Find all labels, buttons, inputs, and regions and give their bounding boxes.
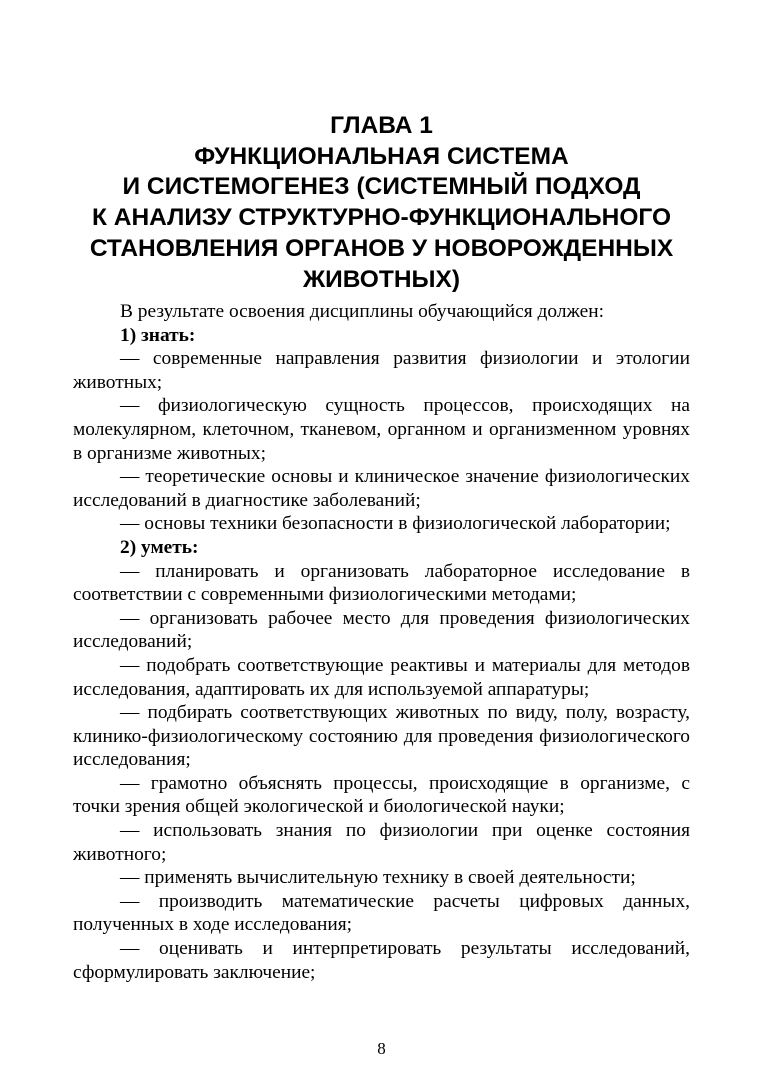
list-item: — современные направления развития физиологии и этологии животных;: [73, 348, 690, 393]
chapter-title-line: К АНАЛИЗУ СТРУКТУРНО-ФУНКЦИОНАЛЬНОГО: [91, 204, 672, 232]
chapter-title-line: ЖИВОТНЫХ): [302, 265, 461, 293]
chapter-title-line: ГЛАВА 1: [330, 112, 433, 139]
chapter-title-line: СТАНОВЛЕНИЯ ОРГАНОВ У НОВОРОЖДЕННЫХ: [89, 234, 674, 262]
list-item: — планировать и организовать лабораторное исследование в соответствии с современными физиологическими методами;: [73, 560, 690, 606]
list-item: — оценивать и интерпретировать результаты исследований, сформулировать заключение;: [73, 938, 690, 983]
list-item: — использовать знания по физиологии при оценке состояния животного;: [73, 820, 690, 865]
chapter-title: [60, 111, 703, 295]
list-item: — производить математические расчеты цифровых данных, полученных в ходе исследования;: [73, 890, 690, 936]
list-item: — физиологическую сущность процессов, происходящих на молекулярном, клеточном, тканевом, органном и организменном уровнях в организме животных;: [73, 395, 690, 464]
know-heading: 1) знать:: [120, 324, 196, 346]
list-item: — организовать рабочее место для проведения физиологических исследований;: [73, 607, 690, 653]
list-item: — основы техники безопасности в физиологической лаборатории;: [120, 513, 671, 535]
list-item: — применять вычислительную технику в своей деятельности;: [120, 867, 636, 889]
list-item: — грамотно объяснять процессы, происходящие в организме, с точки зрения общей экологической и биологической науки;: [73, 772, 690, 818]
page-number: 8: [377, 1039, 386, 1058]
intro-paragraph: В результате освоения дисциплины обучающийся должен:: [120, 301, 605, 322]
list-item: — теоретические основы и клиническое значение физиологических исследований в диагностике заболеваний;: [73, 466, 690, 511]
can-heading: 2) уметь:: [120, 536, 199, 558]
chapter-title-line: ФУНКЦИОНАЛЬНАЯ СИСТЕМА: [194, 142, 569, 170]
chapter-title-line: И СИСТЕМОГЕНЕЗ (СИСТЕМНЫЙ ПОДХОД: [122, 173, 641, 201]
body-text: [73, 300, 690, 984]
list-item: — подбирать соответствующих животных по виду, полу, возрасту, клинико-физиологическому состоянию для проведения физиологического исследования;: [73, 702, 690, 771]
list-item: — подобрать соответствующие реактивы и материалы для методов исследования, адаптировать их для используемой аппаратуры;: [73, 654, 690, 700]
